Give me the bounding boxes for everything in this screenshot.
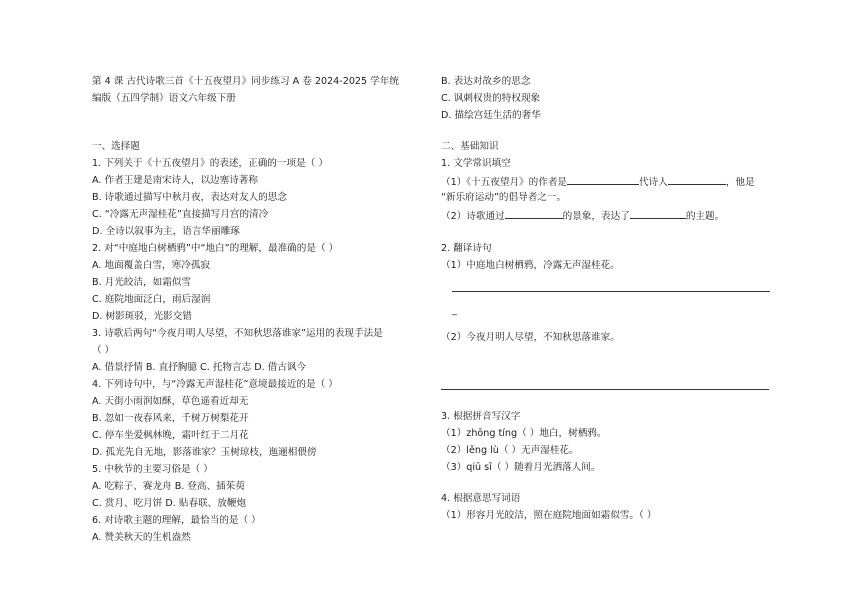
poet-name-blank[interactable] bbox=[668, 174, 726, 185]
theme-blank[interactable] bbox=[630, 208, 686, 219]
q5-stem: 5. 中秋节的主要习俗是（ ） bbox=[92, 464, 213, 475]
fill-q1-line3-part3: 的主题。 bbox=[685, 211, 725, 222]
fill-q1-line3-part2: 的景象，表达了 bbox=[562, 211, 630, 222]
section1-title: 一、选择题 bbox=[92, 141, 140, 152]
words-title: 4. 根据意思写词语 bbox=[441, 493, 521, 504]
q6-option-b: B. 表达对故乡的思念 bbox=[441, 76, 531, 87]
document-title-line1: 第 4 课 古代诗歌三首《十五夜望月》同步练习 A 卷 2024-2025 学年统 bbox=[92, 76, 399, 87]
pinyin-item-2: （2）lěng lù（ ）无声湿桂花。 bbox=[441, 445, 579, 456]
translate-item-2: （2）今夜月明人尽望，不知秋思落谁家。 bbox=[441, 332, 620, 343]
q4-option-a: A. 天街小雨润如酥，草色遥看近却无 bbox=[92, 396, 249, 407]
answer-line-1[interactable] bbox=[452, 291, 770, 292]
answer-line-1-underscore: _ bbox=[452, 305, 457, 316]
q2-option-b: B. 月光皎洁，如霜似雪 bbox=[92, 277, 192, 288]
fill-q1-line3 bbox=[441, 208, 724, 223]
q2-stem: 2. 对“中庭地白树栖鸦”中“地白”的理解，最准确的是（ ） bbox=[92, 243, 339, 254]
q4-option-c: C. 停车坐爱枫林晚，霜叶红于二月花 bbox=[92, 430, 249, 441]
author-blank[interactable] bbox=[567, 174, 639, 185]
q1-option-d: D. 全诗以叙事为主，语言华丽雕琢 bbox=[92, 226, 240, 237]
fill-q1-line1-part2: 代诗人 bbox=[639, 177, 668, 188]
q2-option-a: A. 地面覆盖白雪，寒冷孤寂 bbox=[92, 260, 211, 271]
q1-option-a: A. 作者王建是南宋诗人，以边塞诗著称 bbox=[92, 175, 258, 186]
q3-stem-paren: （ ） bbox=[92, 345, 115, 356]
fill-q1-line1-part3: ，他是 bbox=[725, 177, 755, 188]
pinyin-item-3: （3）qiū sī（ ）随着月光洒落人间。 bbox=[441, 462, 601, 473]
q5-options-cd: C. 赏月、吃月饼 D. 贴春联、放鞭炮 bbox=[92, 498, 247, 509]
translate-item-1: （1）中庭地白树栖鸦，冷露无声湿桂花。 bbox=[441, 260, 620, 271]
fill-q1-line1-part1: （1）《十五夜望月》的作者是 bbox=[441, 177, 568, 188]
document-title-line2: 编版（五四学制）语文六年级下册 bbox=[92, 93, 236, 104]
fill-q1-line3-part1: （2）诗歌通过 bbox=[441, 211, 505, 222]
section2-title: 二、基础知识 bbox=[441, 141, 499, 152]
q1-option-b: B. 诗歌通过描写中秋月夜，表达对友人的思念 bbox=[92, 192, 287, 203]
q6-option-d: D. 描绘宫廷生活的奢华 bbox=[441, 110, 541, 121]
q4-option-d: D. 孤光先自无地，影落谁家？玉树琼枝，迤逦相偎傍 bbox=[92, 447, 317, 458]
answer-line-2[interactable] bbox=[441, 389, 769, 390]
fill-q1-line2: “新乐府运动”的倡导者之一。 bbox=[441, 192, 567, 203]
q1-option-c: C. “冷露无声湿桂花”直接描写月宫的清冷 bbox=[92, 209, 269, 220]
q6-stem: 6. 对诗歌主题的理解，最恰当的是（ ） bbox=[92, 515, 261, 526]
scene-blank[interactable] bbox=[505, 208, 563, 219]
q2-option-c: C. 庭院地面泛白，雨后湿润 bbox=[92, 294, 211, 305]
fill-q1-line1 bbox=[441, 174, 755, 189]
q3-options: A. 借景抒情 B. 直抒胸臆 C. 托物言志 D. 借古讽今 bbox=[92, 362, 307, 373]
q4-option-b: B. 忽如一夜春风来，千树万树梨花开 bbox=[92, 413, 249, 424]
q6-option-a: A. 赞美秋天的生机盎然 bbox=[92, 532, 191, 543]
q4-stem: 4. 下列诗句中，与“冷露无声湿桂花”意境最接近的是（ ） bbox=[92, 379, 338, 390]
q3-stem: 3. 诗歌后两句“今夜月明人尽望，不知秋思落谁家”运用的表现手法是 bbox=[92, 328, 383, 339]
fill-q1-title: 1. 文学常识填空 bbox=[441, 158, 511, 169]
words-item-1: （1）形容月光皎洁，照在庭院地面如霜似雪。（ ） bbox=[441, 510, 657, 521]
pinyin-title: 3. 根据拼音写汉字 bbox=[441, 411, 521, 422]
q5-options-ab: A. 吃粽子、赛龙舟 B. 登高、插茱萸 bbox=[92, 481, 245, 492]
translate-title: 2. 翻译诗句 bbox=[441, 243, 492, 254]
q2-option-d: D. 树影斑驳，光影交错 bbox=[92, 311, 192, 322]
q6-option-c: C. 讽刺权贵的特权现象 bbox=[441, 93, 541, 104]
q1-stem: 1. 下列关于《十五夜望月》的表述，正确的一项是（ ） bbox=[92, 158, 328, 169]
pinyin-item-1: （1）zhōng tíng（ ）地白，树栖鸦。 bbox=[441, 428, 607, 439]
